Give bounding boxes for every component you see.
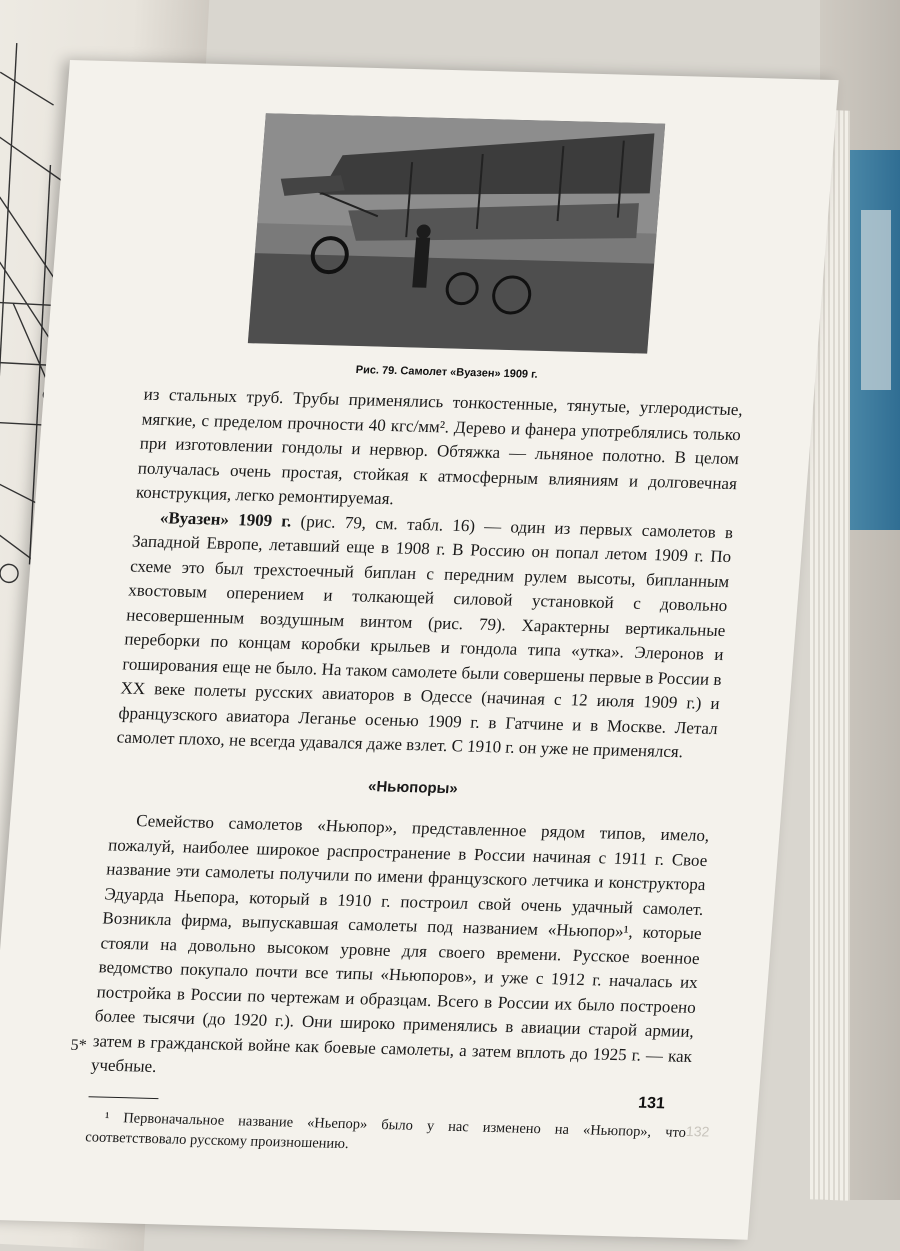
show-through-page-number: 132 [685,1122,711,1140]
blue-book-cover [845,150,900,530]
biplane-photo-illustration [248,113,665,353]
figure-caption: Рис. 79. Самолет «Вуазен» 1909 г. [355,364,539,381]
signature-mark: 5* [69,1036,88,1055]
body-text [85,383,744,1163]
paragraph-3: Семейство самолетов «Ньюпор», представленное рядом типов, имело, пожалуй, наиболее широкое распространение в России начиная с 1911 г. Свое название эти самолеты получили по имени французского летчика и конструктора Эдуарда Ньепора, который в 1910 г. построил свой очень удачный самолет. Возникла фирма, выпускавшая самолеты под названием «Ньюпор»¹, которые стояли на довольно высоком уровне для своего времени. Русское военное ведомство покупало почти все типы «Ньюпоров», и уже с 1912 г. началась их постройка в России по чертежам и образцам. Всего в России их было построено более тысячи (до 1920 г.). Они широко применялись в авиации старой армии, затем в гражданской войне как боевые самолеты, а затем вплоть до 1925 г. — как учебные. [90,811,711,1076]
section-title: «Ньюпоры» [367,777,459,797]
footnote-rule [89,1096,159,1099]
voisin-photo [248,113,665,353]
page-number: 131 [637,1094,666,1113]
right-page [0,60,839,1240]
cover-tape [861,210,891,390]
voisin-heading-bold: «Вуазен» 1909 г. [159,507,293,531]
paragraph-2-text: (рис. 79, см. табл. 16) — один из первых самолетов в Западной Европе, летавший еще в 1908 г. В Россию он попал летом 1909 г. По схеме это был трехстоечный биплан с передним рулем высоты, бипланным хвостовым оперением и толкающей силовой установкой с довольно несовершенным воздушным винтом (рис. 79). Характерны вертикальные переборки по концам коробки крыльев и гондола типа «утка». Элеронов и гоширования еще не было. На таком самолете были совершены первые в России в XX веке полеты русских авиаторов в Одессе (начиная с 12 июля 1909 г.) и французского авиатора Леганье осенью 1909 г. в Гатчине и в Москве. Летал самолет плохо, не всегда удавался даже взлет. С 1910 г. он уже не применялся. [116,511,734,762]
paragraph-1: из стальных труб. Трубы применялись тонкостенные, тянутые, углеродистые, мягкие, с пределом прочности 40 кгс/мм². Дерево и фанера употреблялись только при изготовлении гондолы и нервюр. Обтяжка — льняное полотно. В целом получалась очень простая, стойкая к атмосферным влияниям и долговечная конструкция, легко ремонтируемая. [135,384,744,509]
footnote: ¹ Первоначальное название «Ньепор» было у нас изменено на «Ньюпор», что соответствовало русскому произношению. [84,1109,687,1152]
paragraph-2 [116,505,734,766]
